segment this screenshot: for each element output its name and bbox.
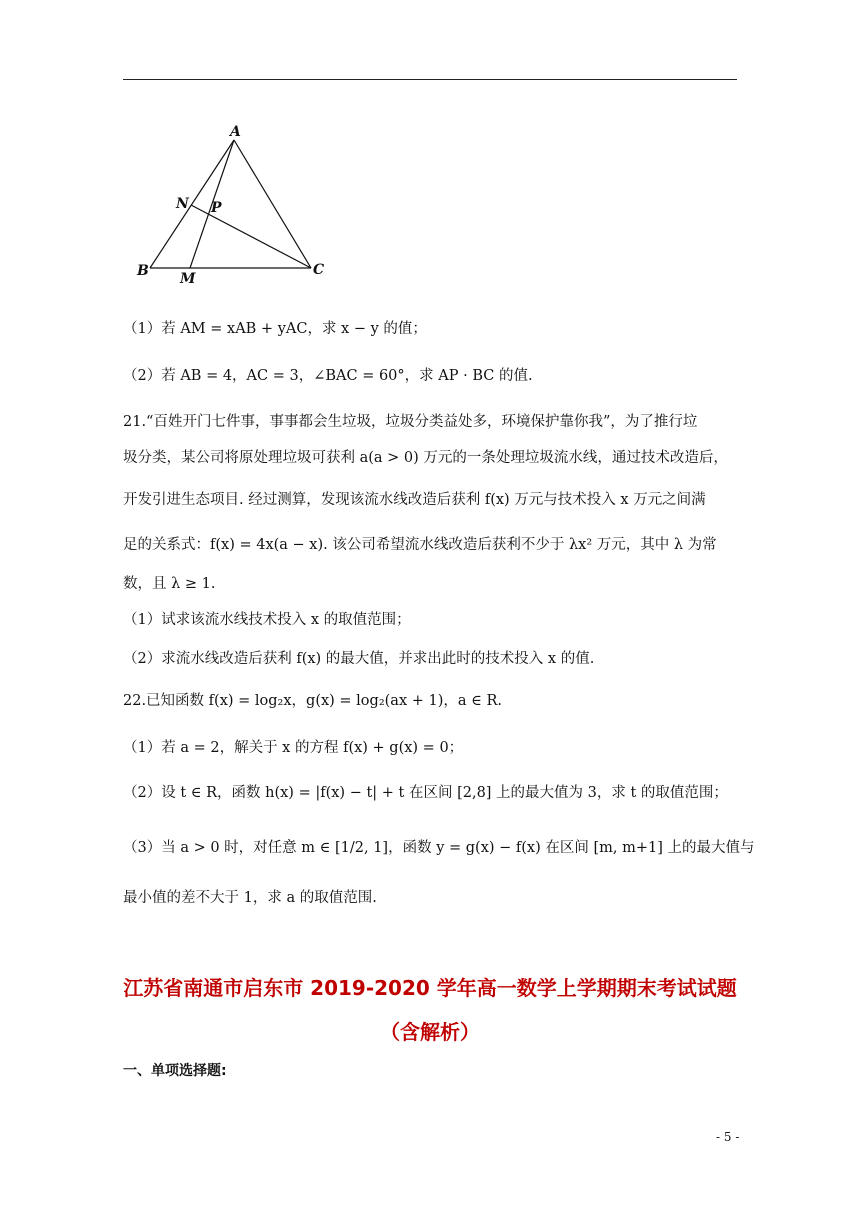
label-N: N bbox=[176, 196, 189, 212]
q22-part1: （1）若 a = 2，解关于 x 的方程 f(x) + g(x) = 0； bbox=[123, 740, 464, 756]
exam-subtitle: （含解析） bbox=[380, 1020, 480, 1044]
q21-line2: 圾分类，某公司将原处理垃圾可获利 a(a > 0) 万元的一条处理垃圾流水线，通过技术改造后， bbox=[123, 450, 728, 466]
q20-part1: （1）若 AM = xAB + yAC，求 x − y 的值； bbox=[123, 321, 427, 337]
q21-line5: 数，且 λ ≥ 1. bbox=[123, 576, 216, 592]
q21-line1: 21.“百姓开门七件事，事事都会生垃圾，垃圾分类益处多，环境保护靠你我”，为了推行垃 bbox=[123, 414, 698, 430]
label-M: M bbox=[180, 271, 196, 287]
q22-part3: （3）当 a > 0 时，对任意 m ∈ [1/2, 1]，函数 y = g(x) − f(x) 在区间 [m, m+1] 上的最大值与 bbox=[123, 840, 755, 856]
q22-part3-cont: 最小值的差不大于 1，求 a 的取值范围. bbox=[123, 890, 377, 906]
q20-part2: （2）若 AB = 4，AC = 3，∠BAC = 60°，求 AP · BC 的值. bbox=[123, 368, 533, 384]
label-A: A bbox=[230, 124, 241, 140]
segment-AC bbox=[234, 140, 311, 268]
exam-title: 江苏省南通市启东市 2019-2020 学年高一数学上学期期末考试试题 bbox=[123, 976, 737, 1000]
q21-line4: 足的关系式：f(x) = 4x(a − x). 该公司希望流水线改造后获利不少于 λx² 万元，其中 λ 为常 bbox=[123, 537, 717, 553]
segment-NC bbox=[191, 205, 311, 268]
q21-part2: （2）求流水线改造后获利 f(x) 的最大值，并求出此时的技术投入 x 的值. bbox=[123, 651, 595, 667]
q21-part1: （1）试求该流水线技术投入 x 的取值范围； bbox=[123, 612, 411, 628]
q21-line3: 开发引进生态项目. 经过测算，发现该流水线改造后获利 f(x) 万元与技术投入 x 万元之间满 bbox=[123, 492, 706, 508]
triangle-figure bbox=[128, 120, 338, 290]
header-rule bbox=[123, 79, 737, 80]
q22-part2: （2）设 t ∈ R，函数 h(x) = |f(x) − t| + t 在区间 [2,8] 上的最大值为 3，求 t 的取值范围； bbox=[123, 785, 728, 801]
label-B: B bbox=[137, 263, 149, 279]
label-C: C bbox=[313, 262, 325, 278]
label-P: P bbox=[211, 200, 222, 216]
page-number: - 5 - bbox=[716, 1130, 740, 1144]
q22-stem: 22.已知函数 f(x) = log₂x，g(x) = log₂(ax + 1)，a ∈ R. bbox=[123, 693, 502, 709]
section-heading: 一、单项选择题: bbox=[123, 1063, 227, 1079]
